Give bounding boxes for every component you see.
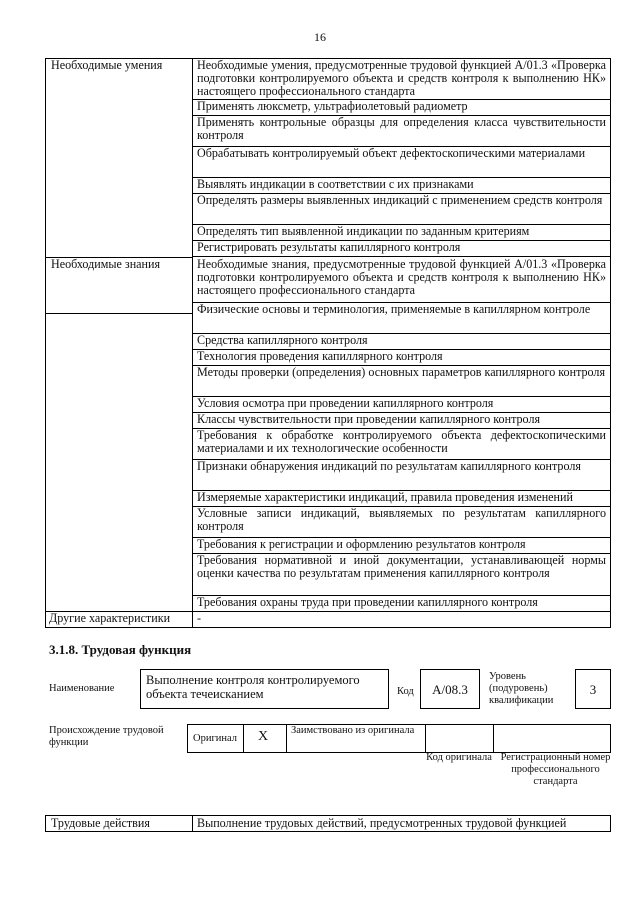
table-row bbox=[45, 147, 611, 178]
table-row bbox=[45, 596, 611, 612]
other-value: - bbox=[197, 612, 202, 625]
name-label: Наименование bbox=[49, 683, 115, 694]
knowledge-item: Классы чувствительности при проведении капиллярного контроля bbox=[197, 413, 541, 426]
table-row bbox=[45, 366, 611, 397]
actions-row bbox=[45, 815, 611, 832]
table-row bbox=[45, 257, 611, 303]
actions-first: Выполнение трудовых действий, предусмотренных трудовой функцией bbox=[197, 816, 567, 830]
other-row bbox=[45, 612, 611, 628]
level-label: Уровень (подуровень) квалификации bbox=[489, 671, 554, 706]
skill-item: Определять размеры выявленных индикаций с применением средств контроля bbox=[197, 194, 603, 207]
knowledge-item: Средства капиллярного контроля bbox=[197, 334, 368, 347]
knowledge-item: Методы проверки (определения) основных параметров капиллярного контроля bbox=[197, 366, 606, 379]
table-row bbox=[45, 491, 611, 507]
function-name: Выполнение контроля контролируемого объекта течеисканием bbox=[146, 673, 360, 701]
function-name-box bbox=[140, 669, 389, 709]
table-row bbox=[45, 334, 611, 350]
code-caption: Код оригинала bbox=[426, 752, 492, 763]
skills-label: Необходимые умения bbox=[51, 58, 163, 72]
knowledge-item: Технология проведения капиллярного контроля bbox=[197, 350, 443, 363]
original-label: Оригинал bbox=[193, 733, 237, 744]
table-row bbox=[45, 413, 611, 429]
skill-item: Необходимые умения, предусмотренные трудовой функцией А/01.3 «Проверка подготовки контролируемого объекта и средств контроля к выполнению НК» настоящего профессионального стандарта bbox=[197, 58, 606, 98]
knowledge-item: Измеряемые характеристики индикаций, правила проведения изменений bbox=[197, 491, 573, 504]
table-row bbox=[45, 100, 611, 116]
table-row bbox=[45, 303, 611, 334]
table-row bbox=[45, 116, 611, 147]
table-row bbox=[45, 429, 611, 460]
table-row bbox=[45, 241, 611, 257]
table-row bbox=[45, 397, 611, 413]
origin-divider bbox=[425, 724, 426, 753]
knowledge-item: Требования к обработке контролируемого объекта дефектоскопическими материалами и их технологические особенности bbox=[197, 429, 606, 455]
table-row bbox=[45, 554, 611, 596]
function-code: А/08.3 bbox=[432, 682, 468, 697]
level-value: 3 bbox=[589, 682, 597, 697]
knowledge-item: Физические основы и терминология, применяемые в капиллярном контроле bbox=[197, 303, 591, 316]
table-row bbox=[45, 58, 611, 100]
knowledge-item: Требования к регистрации и оформлению результатов контроля bbox=[197, 538, 526, 551]
function-code-box bbox=[420, 669, 480, 709]
origin-divider bbox=[286, 724, 287, 753]
origin-divider bbox=[493, 724, 494, 753]
actions-label: Трудовые действия bbox=[51, 816, 150, 830]
skill-item: Обрабатывать контролируемый объект дефектоскопическими материалами bbox=[197, 147, 586, 160]
code-label: Код bbox=[397, 686, 414, 697]
skill-item: Выявлять индикации в соответствии с их признаками bbox=[197, 178, 474, 191]
table-row bbox=[45, 225, 611, 241]
table-row bbox=[45, 507, 611, 538]
skill-item: Определять тип выявленной индикации по заданным критериям bbox=[197, 225, 530, 238]
other-value-cell bbox=[192, 612, 611, 628]
level-box bbox=[575, 669, 611, 709]
section-heading: 3.1.8. Трудовая функция bbox=[49, 642, 192, 657]
page-number: 16 bbox=[314, 30, 326, 44]
knowledge-item: Требования нормативной и иной документации, устанавливающей нормы оценки качества по результатам применения капиллярного контроля bbox=[197, 554, 606, 580]
table-row bbox=[45, 350, 611, 366]
actions-first-cell bbox=[192, 815, 611, 832]
other-label-cell bbox=[45, 612, 192, 628]
table-row bbox=[45, 178, 611, 194]
other-label: Другие характеристики bbox=[49, 612, 171, 625]
table-row bbox=[45, 538, 611, 554]
skill-item: Применять люксметр, ультрафиолетовый радиометр bbox=[197, 100, 468, 113]
knowledge-item: Условия осмотра при проведении капиллярного контроля bbox=[197, 397, 494, 410]
table-row bbox=[45, 460, 611, 491]
reg-caption: Регистрационный номер профессионального стандарта bbox=[500, 752, 611, 787]
knowledge-item: Требования охраны труда при проведении капиллярного контроля bbox=[197, 596, 538, 609]
actions-label-cell bbox=[45, 815, 192, 832]
knowledge-label: Необходимые знания bbox=[51, 257, 161, 271]
knowledge-item: Необходимые знания, предусмотренные трудовой функцией А/01.3 «Проверка подготовки контролируемого объекта и средств контроля к выполнению НК» настоящего профессионального стандарта bbox=[197, 257, 606, 297]
borrowed-label: Заимствовано из оригинала bbox=[291, 725, 415, 736]
skill-item: Применять контрольные образцы для определения класса чувствительности контроля bbox=[197, 116, 606, 142]
table-row bbox=[45, 194, 611, 225]
origin-label: Происхождение трудовой функции bbox=[49, 725, 164, 748]
knowledge-item: Условные записи индикаций, выявляемых по результатам капиллярного контроля bbox=[197, 507, 606, 533]
knowledge-item: Признаки обнаружения индикаций по результатам капиллярного контроля bbox=[197, 460, 581, 473]
origin-divider bbox=[243, 724, 244, 753]
original-mark: X bbox=[258, 729, 269, 744]
skill-item: Регистрировать результаты капиллярного контроля bbox=[197, 241, 461, 254]
